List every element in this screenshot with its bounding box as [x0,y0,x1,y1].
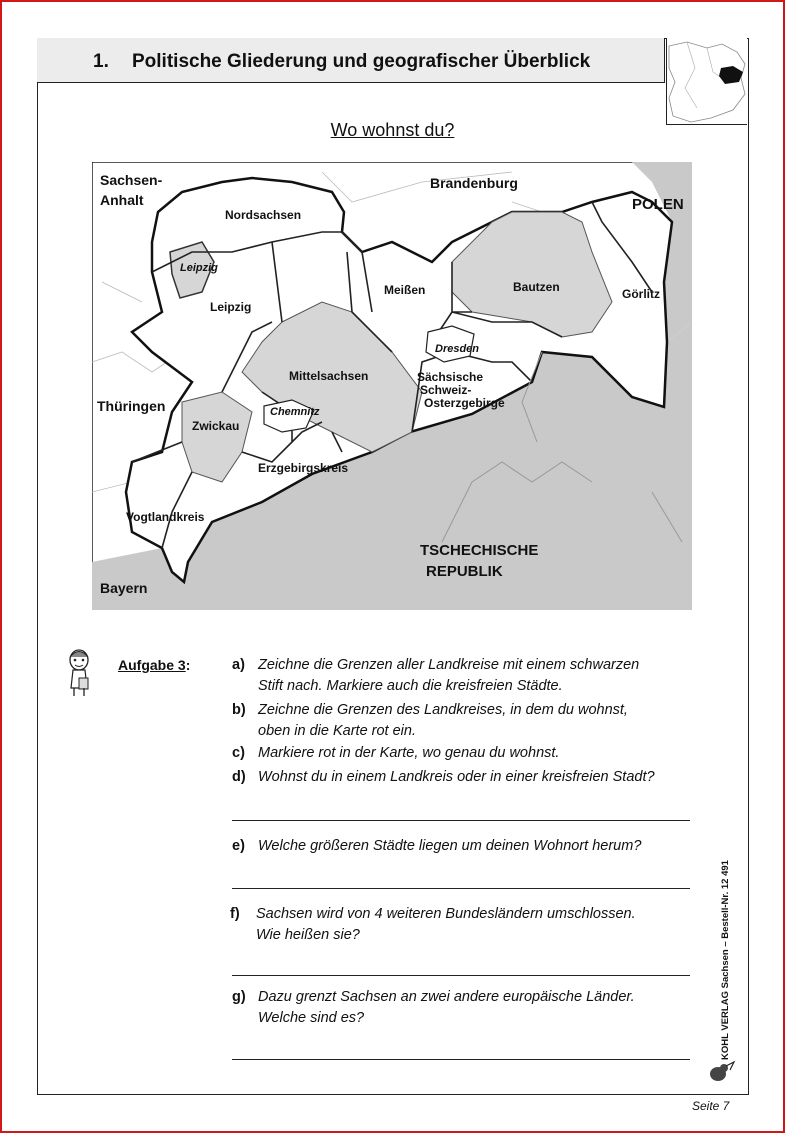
saxony-map [92,162,692,610]
question-text: Markiere rot in der Karte, wo genau du wohnst. [258,745,560,761]
label-goerlitz: Görlitz [622,287,660,301]
answer-line-d[interactable] [232,820,690,821]
label-tschechische: TSCHECHISCHE [420,542,539,559]
label-zwickau: Zwickau [192,419,240,433]
label-vogtlandkreis: Vogtlandkreis [126,510,205,524]
question-d [232,767,702,788]
answer-line-g[interactable] [232,1059,690,1060]
side-text: KOHL VERLAG Sachsen – Bestell-Nr. 12 491 [720,860,731,1060]
label-saechsische-schweiz-2: Schweiz- [420,383,472,397]
label-bayern: Bayern [100,580,148,596]
question-text-cont: Welche sind es? [258,1010,365,1026]
label-mittelsachsen: Mittelsachsen [289,369,369,383]
question-g [232,987,702,1029]
label-leipzig-city: Leipzig [180,262,218,274]
question-c [232,743,702,764]
label-erzgebirgskreis: Erzgebirgskreis [258,461,349,475]
label-chemnitz: Chemnitz [270,406,320,418]
label-sachsen-anhalt-2: Anhalt [100,192,144,208]
question-text: Sachsen wird von 4 weiteren Bundesländern umschlossen. [256,906,636,922]
publisher-logo-icon [706,1060,736,1084]
label-brandenburg: Brandenburg [430,175,518,191]
section-title: Politische Gliederung und geografischer Überblick [132,51,591,72]
label-saechsische-schweiz: Sächsische [417,370,484,384]
answer-line-e[interactable] [232,888,690,889]
label-sachsen-anhalt: Sachsen- [100,172,163,188]
question-letter: d) [232,769,246,785]
label-thueringen: Thüringen [97,398,166,414]
map-title: Wo wohnst du? [330,120,455,140]
question-e [232,836,702,857]
question-letter: c) [232,745,245,761]
task-heading [118,657,190,673]
question-text: Dazu grenzt Sachsen an zwei andere europäische Länder. [258,989,635,1005]
answer-line-f[interactable] [232,975,690,976]
label-osterzgebirge: Osterzgebirge [424,396,505,410]
task-colon: : [185,657,191,673]
task-title: Aufgabe 3 [118,657,186,673]
label-polen: POLEN [632,196,684,213]
question-letter: f) [230,906,240,922]
question-f [230,904,700,946]
question-letter: g) [232,989,246,1005]
page-number: Seite 7 [692,1099,730,1113]
question-letter: a) [232,657,245,673]
section-number: 1. [93,51,109,72]
question-text-cont: Wie heißen sie? [256,927,360,943]
label-meissen: Meißen [384,283,426,297]
publisher-side-text [718,860,740,1060]
question-text-cont: Stift nach. Markiere auch die kreisfreien Städte. [258,678,563,694]
map-drawing [92,162,692,610]
question-text: Zeichne die Grenzen des Landkreises, in dem du wohnst, [258,702,628,718]
question-text: Welche größeren Städte liegen um deinen Wohnort herum? [258,838,642,854]
question-text: Wohnst du in einem Landkreis oder in einer kreisfreien Stadt? [258,769,655,785]
question-letter: e) [232,838,245,854]
label-dresden: Dresden [435,343,480,355]
section-header [37,38,665,83]
question-a [232,655,702,697]
label-leipzig: Leipzig [210,300,252,314]
label-nordsachsen: Nordsachsen [225,208,302,222]
question-b [232,700,702,742]
label-republik: REPUBLIK [426,563,503,580]
student-figure-icon [64,648,94,698]
question-letter: b) [232,702,246,718]
label-bautzen: Bautzen [513,280,560,294]
question-text-cont: oben in die Karte rot ein. [258,723,416,739]
question-text: Zeichne die Grenzen aller Landkreise mit einem schwarzen [258,657,640,673]
germany-locator-map [666,38,747,125]
